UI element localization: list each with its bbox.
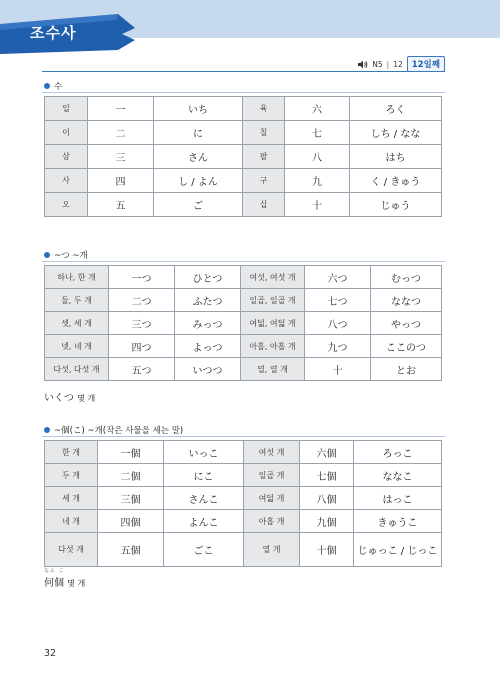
ko-table — [44, 440, 442, 567]
table-cell: 이 — [45, 121, 88, 145]
bullet-icon — [44, 83, 50, 89]
table-cell: し / よん — [154, 169, 243, 193]
table-cell: はっこ — [354, 487, 442, 510]
speaker-icon[interactable] — [358, 60, 368, 69]
table-cell: 아홉, 아홉 개 — [241, 335, 305, 358]
table-cell: むっつ — [371, 266, 442, 289]
table-cell: 五つ — [109, 358, 175, 381]
table-cell: ろく — [350, 97, 442, 121]
table-cell: 九個 — [300, 510, 354, 533]
table-row — [45, 441, 442, 464]
audio-track-info — [358, 56, 445, 72]
table-cell: 셋, 세 개 — [45, 312, 109, 335]
section-heading-numbers: 수 — [44, 80, 62, 92]
table-cell: 八個 — [300, 487, 354, 510]
table-cell: いっこ — [164, 441, 244, 464]
table-row — [45, 335, 442, 358]
table-row — [45, 289, 442, 312]
table-row — [45, 510, 442, 533]
table-cell: 四個 — [98, 510, 164, 533]
table-row — [45, 266, 442, 289]
table-cell: 五 — [88, 193, 154, 217]
table-cell: 다섯 개 — [45, 533, 98, 567]
table-cell: 十個 — [300, 533, 354, 567]
table-cell: 사 — [45, 169, 88, 193]
counter-question-note: いくつ 몇 개 — [44, 393, 96, 404]
day-badge: 12일째 — [407, 56, 445, 72]
section-rule — [42, 436, 445, 437]
table-cell: 여덟, 여덟 개 — [241, 312, 305, 335]
table-cell: さん — [154, 145, 243, 169]
table-row — [45, 169, 442, 193]
furigana: なん こ — [44, 568, 65, 574]
table-cell: 七個 — [300, 464, 354, 487]
table-cell: 五個 — [98, 533, 164, 567]
table-row — [45, 464, 442, 487]
table-cell: 四つ — [109, 335, 175, 358]
table-row — [45, 97, 442, 121]
table-cell: ここのつ — [371, 335, 442, 358]
table-cell: 두 개 — [45, 464, 98, 487]
table-cell: 二 — [88, 121, 154, 145]
table-cell: 八つ — [305, 312, 371, 335]
table-cell: 六 — [285, 97, 350, 121]
table-cell: 三個 — [98, 487, 164, 510]
table-cell: しち / なな — [350, 121, 442, 145]
page-title: 조수사 — [30, 24, 77, 42]
table-cell: はち — [350, 145, 442, 169]
table-cell: 열, 열 개 — [241, 358, 305, 381]
table-cell: 七つ — [305, 289, 371, 312]
table-cell: きゅうこ — [354, 510, 442, 533]
table-cell: 구 — [243, 169, 285, 193]
table-cell: 여섯, 여섯 개 — [241, 266, 305, 289]
table-cell: 팔 — [243, 145, 285, 169]
table-cell: 여덟 개 — [244, 487, 300, 510]
table-row — [45, 145, 442, 169]
table-cell: 일곱, 일곱 개 — [241, 289, 305, 312]
table-cell: に — [154, 121, 243, 145]
table-cell: 네 개 — [45, 510, 98, 533]
table-cell: 三 — [88, 145, 154, 169]
table-cell: 둘, 두 개 — [45, 289, 109, 312]
table-cell: ご — [154, 193, 243, 217]
table-cell: 삼 — [45, 145, 88, 169]
table-cell: 다섯, 다섯 개 — [45, 358, 109, 381]
table-cell: 一つ — [109, 266, 175, 289]
table-cell: ごこ — [164, 533, 244, 567]
numbers-table — [44, 96, 442, 217]
table-cell: 九つ — [305, 335, 371, 358]
tsu-table — [44, 265, 442, 381]
table-cell: 十 — [305, 358, 371, 381]
table-row — [45, 533, 442, 567]
separator: | — [386, 59, 390, 69]
table-cell: ななこ — [354, 464, 442, 487]
table-cell: 한 개 — [45, 441, 98, 464]
table-cell: く / きゅう — [350, 169, 442, 193]
table-cell: 일곱 개 — [244, 464, 300, 487]
table-cell: じゅっこ / じっこ — [354, 533, 442, 567]
section-heading-ko: ~個(こ) ~개(작은 사물을 세는 말) — [44, 424, 183, 436]
table-cell: 육 — [243, 97, 285, 121]
table-cell: 二つ — [109, 289, 175, 312]
level-label: N5 — [372, 59, 383, 69]
table-cell: 오 — [45, 193, 88, 217]
table-cell: 一個 — [98, 441, 164, 464]
section-rule — [42, 92, 445, 93]
table-cell: 하나, 한 개 — [45, 266, 109, 289]
table-cell: 二個 — [98, 464, 164, 487]
table-cell: とお — [371, 358, 442, 381]
track-number: 12 — [393, 59, 403, 69]
table-cell: 六つ — [305, 266, 371, 289]
counter-question-note: 何個 몇 개 — [44, 578, 86, 589]
table-cell: よっつ — [175, 335, 241, 358]
table-cell: 八 — [285, 145, 350, 169]
table-row — [45, 121, 442, 145]
table-cell: 九 — [285, 169, 350, 193]
table-cell: いち — [154, 97, 243, 121]
table-cell: いつつ — [175, 358, 241, 381]
table-row — [45, 193, 442, 217]
table-cell: 일 — [45, 97, 88, 121]
page-number: 32 — [44, 648, 57, 659]
table-cell: じゅう — [350, 193, 442, 217]
table-cell: ひとつ — [175, 266, 241, 289]
table-cell: 여섯 개 — [244, 441, 300, 464]
table-cell: 十 — [285, 193, 350, 217]
section-rule — [42, 261, 445, 262]
table-cell: 열 개 — [244, 533, 300, 567]
table-cell: 六個 — [300, 441, 354, 464]
table-row — [45, 358, 442, 381]
table-cell: 아홉 개 — [244, 510, 300, 533]
header-rule — [42, 71, 445, 72]
table-row — [45, 487, 442, 510]
table-cell: 三つ — [109, 312, 175, 335]
table-cell: よんこ — [164, 510, 244, 533]
table-cell: 七 — [285, 121, 350, 145]
table-row — [45, 312, 442, 335]
table-cell: 칠 — [243, 121, 285, 145]
bullet-icon — [44, 252, 50, 258]
section-heading-tsu: ~つ ~개 — [44, 249, 88, 261]
table-cell: 넷, 네 개 — [45, 335, 109, 358]
table-cell: にこ — [164, 464, 244, 487]
table-cell: ろっこ — [354, 441, 442, 464]
table-cell: ななつ — [371, 289, 442, 312]
table-cell: ふたつ — [175, 289, 241, 312]
table-cell: さんこ — [164, 487, 244, 510]
table-cell: 四 — [88, 169, 154, 193]
table-cell: やっつ — [371, 312, 442, 335]
table-cell: 一 — [88, 97, 154, 121]
bullet-icon — [44, 427, 50, 433]
table-cell: みっつ — [175, 312, 241, 335]
table-cell: 십 — [243, 193, 285, 217]
table-cell: 세 개 — [45, 487, 98, 510]
